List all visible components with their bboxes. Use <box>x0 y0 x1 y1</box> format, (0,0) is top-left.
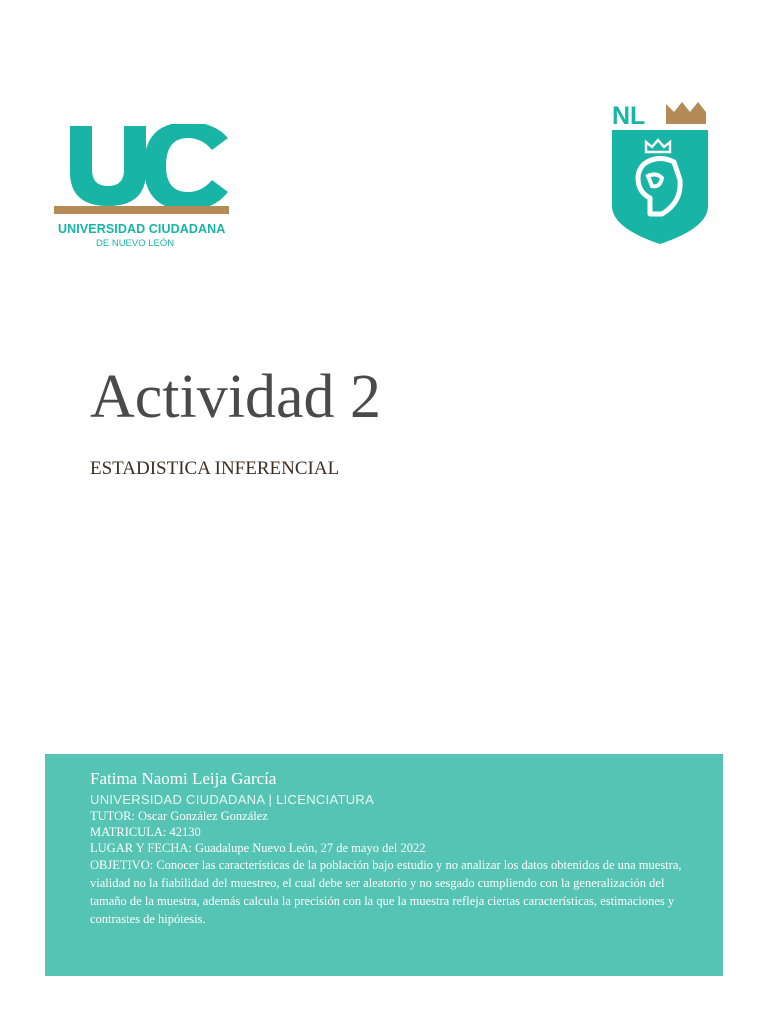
objective-paragraph: OBJETIVO: Conocer las características de la población bajo estudio y no analizar los datos obtenidos de una muestra, vialidad no la fiabilidad del muestreo, el cual debe ser aleatorio y no sesgado cumpliendo con la generalización del tamaño de la muestra, además calcula la precisión con la que la muestra refleja ciertas características, estimaciones y contrastes de hipótesis. <box>90 858 682 926</box>
university-subname: DE NUEVO LEÓN <box>96 238 175 249</box>
matricula-line: MATRICULA: 42130 <box>90 825 201 839</box>
page-subtitle: ESTADISTICA INFERENCIAL <box>90 458 340 479</box>
organization-line: UNIVERSIDAD CIUDADANA | LICENCIATURA <box>90 792 375 807</box>
svg-text:NL: NL <box>612 102 646 130</box>
university-name: UNIVERSIDAD CIUDADANA <box>58 222 226 236</box>
page-title: Actividad 2 <box>90 363 381 431</box>
place-date-line: LUGAR Y FECHA: Guadalupe Nuevo León, 27 de mayo del 2022 <box>90 841 426 855</box>
info-panel <box>45 754 723 976</box>
author-name: Fatima Naomi Leija García <box>90 769 277 788</box>
nl-shield-icon <box>610 98 710 246</box>
nuevo-leon-logo <box>610 98 710 246</box>
uc-letters-icon <box>52 124 232 206</box>
info-content <box>90 768 700 928</box>
university-logo <box>52 124 232 254</box>
logo-underline <box>54 206 229 214</box>
tutor-line: TUTOR: Oscar González González <box>90 809 268 823</box>
